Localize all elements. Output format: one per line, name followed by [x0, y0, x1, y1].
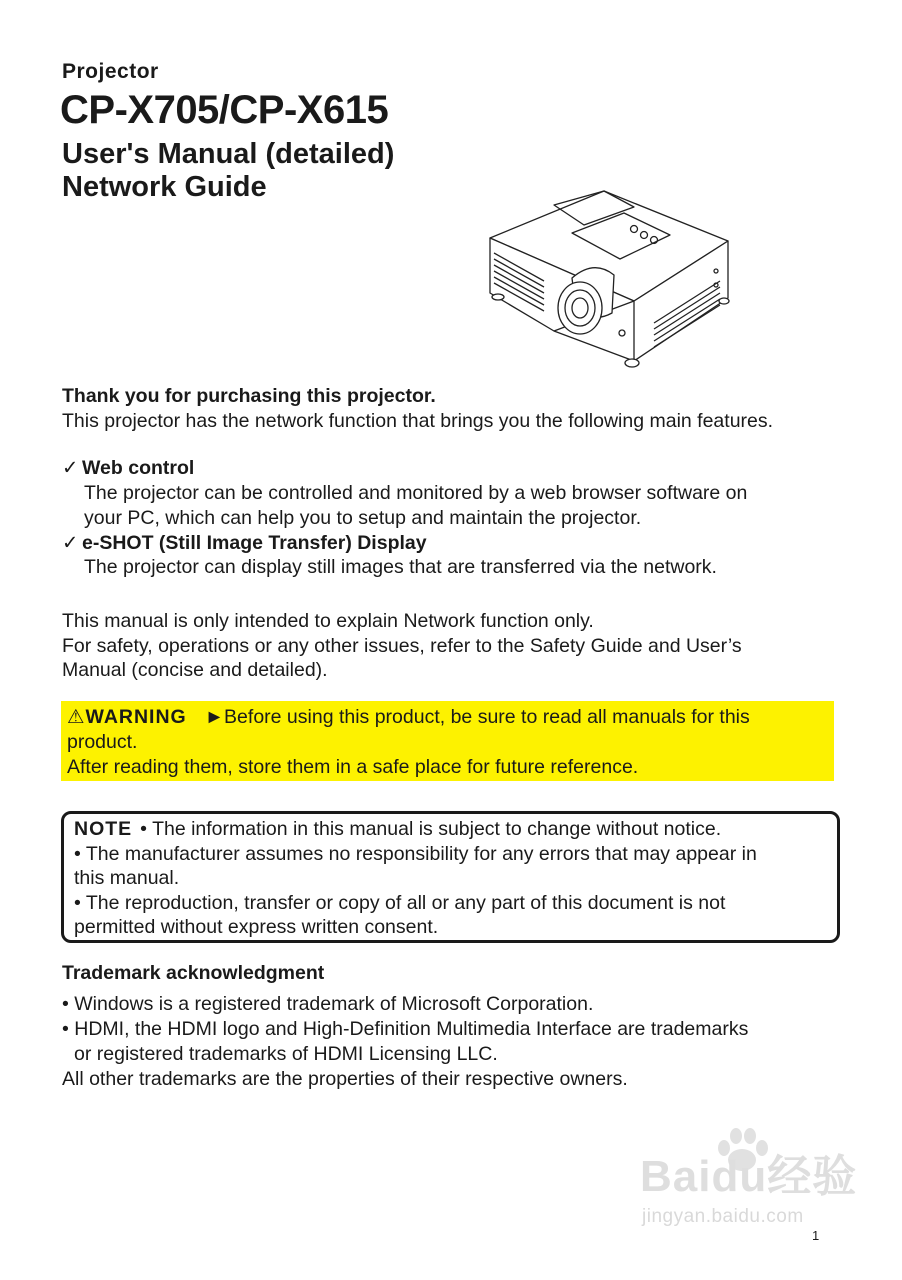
- list-item: • Windows is a registered trademark of Microsoft Corporation.: [62, 993, 594, 1015]
- scope-paragraph: This manual is only intended to explain Network function only. For safety, operations or any other issues, refer to the Safety Guide and User’s Manual (concise and detailed).: [62, 610, 742, 681]
- feature-eshot-title: ✓ e-SHOT (Still Image Transfer) Display: [62, 532, 427, 554]
- feature-web-control-title: ✓ Web control: [62, 457, 195, 479]
- trademark-heading: Trademark acknowledgment: [62, 962, 325, 984]
- intro-block: [62, 384, 852, 433]
- trademark-footer: All other trademarks are the properties of their respective owners.: [62, 1068, 628, 1090]
- watermark-logo: Baidu经验: [640, 1152, 858, 1201]
- note-box: NOTE • The information in this manual is subject to change without notice. • The manufacturer assumes no responsibility for any errors that may appear in this manual. • The reproduction, transfer or copy of all or any part of this document is not permitted without express written consent.: [61, 811, 840, 943]
- page-number: 1: [812, 1228, 820, 1243]
- model-number: CP-X705/CP-X615: [60, 88, 389, 132]
- arrow-icon: ►: [204, 706, 225, 728]
- warning-box: ⚠WARNING ►Before using this product, be sure to read all manuals for this product. After reading them, store them in a safe place for future reference.: [61, 701, 834, 781]
- intro-summary: This projector has the network function that brings you the following main features.: [62, 409, 774, 432]
- baidu-watermark: [630, 1140, 860, 1250]
- list-item: • HDMI, the HDMI logo and High-Definition Multimedia Interface are trademarks or registered trademarks of HDMI Licensing LLC.: [62, 1018, 749, 1065]
- warning-label: ⚠WARNING: [67, 706, 187, 728]
- watermark-url: jingyan.baidu.com: [642, 1206, 804, 1227]
- feature-eshot-description: The projector can display still images that are transferred via the network.: [84, 556, 717, 578]
- note-label: NOTE: [74, 818, 133, 840]
- trademark-list: [62, 992, 852, 1092]
- check-icon: ✓: [62, 532, 79, 554]
- feature-web-control-description: The projector can be controlled and monitored by a web browser software on your PC, which can help you to setup and maintain the projector.: [84, 482, 748, 529]
- intro-thanks: Thank you for purchasing this projector.: [62, 385, 436, 407]
- warning-icon: ⚠: [67, 706, 86, 728]
- projector-illustration: [484, 183, 744, 373]
- check-icon: ✓: [62, 457, 79, 479]
- manual-title: User's Manual (detailed): [62, 138, 395, 170]
- manual-subtitle: Network Guide: [62, 171, 267, 203]
- product-category: Projector: [62, 60, 159, 83]
